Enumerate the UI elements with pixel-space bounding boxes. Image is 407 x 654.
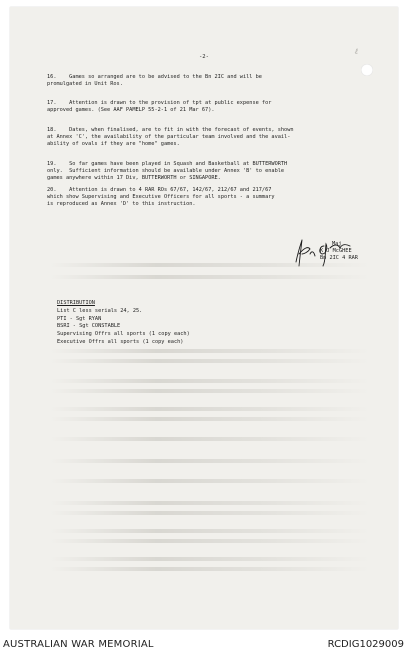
- bleed-through: [50, 379, 370, 383]
- bleed-through: [50, 263, 370, 267]
- pencil-mark: ℓ: [354, 47, 358, 56]
- bleed-through: [50, 349, 370, 353]
- archive-name: AUSTRALIAN WAR MEMORIAL: [3, 639, 154, 650]
- bleed-through: [50, 417, 370, 421]
- bleed-through: [50, 407, 370, 411]
- paragraph-16: 16. Games so arranged are to be advised to the Bn 2IC and will be promulgated in Unit Ros.: [47, 74, 262, 87]
- bleed-through: [50, 529, 370, 533]
- bleed-through: [50, 479, 370, 483]
- archive-footer: [0, 635, 407, 654]
- distribution-block: [57, 300, 190, 347]
- signatory-name: K J McGHEE: [320, 248, 352, 254]
- document-page: [10, 7, 398, 629]
- bleed-through: [50, 359, 370, 363]
- bleed-through: [50, 437, 370, 441]
- paragraph-17: 17. Attention is drawn to the provision of tpt at public expense for approved games. (See AAF PAMELP 55-2-1 of 21 Mar 67).: [47, 100, 272, 113]
- bleed-through: [50, 567, 370, 571]
- bleed-through: [50, 511, 370, 515]
- distribution-heading: DISTRIBUTION: [57, 300, 95, 306]
- paragraph-19: 19. So far games have been played in Squash and Basketball at BUTTERWORTH only. Sufficient information should be available under Annex 'B' to enable games anywhere within 17 Div, BUTTERWORTH or SINGAPORE.: [47, 161, 288, 181]
- distribution-list: List C less serials 24, 25. PTI - Sgt RYAN BSRI - Sgt CONSTABLE Supervising Offrs all sports (1 copy each) Executive Offrs all sports (1 copy each): [57, 307, 190, 345]
- bleed-through: [50, 539, 370, 543]
- bleed-through: [50, 557, 370, 561]
- bleed-through: [50, 459, 370, 463]
- bleed-through: [50, 275, 370, 279]
- paragraph-20: 20. Attention is drawn to 4 RAR ROs 67/67, 142/67, 212/67 and 217/67 which show Supervising and Executive Officers for all sports - a summary is reproduced as Annex 'D' to this instruction.: [47, 187, 275, 207]
- page-number: -2-: [198, 54, 210, 60]
- bleed-through: [50, 501, 370, 505]
- signatory-details: [320, 241, 358, 262]
- signatory-appointment: Bn 2IC 4 RAR: [320, 255, 358, 261]
- signatory-rank: Maj: [332, 241, 342, 247]
- record-id: RCDIG1029009: [327, 639, 404, 650]
- paragraph-18: 18. Dates, when finalised, are to fit in with the forecast of events, shown at Annex 'C', the availability of the particular team involved and the avail- ability of ovals if they are "home" games.: [47, 127, 294, 147]
- bleed-through: [50, 389, 370, 393]
